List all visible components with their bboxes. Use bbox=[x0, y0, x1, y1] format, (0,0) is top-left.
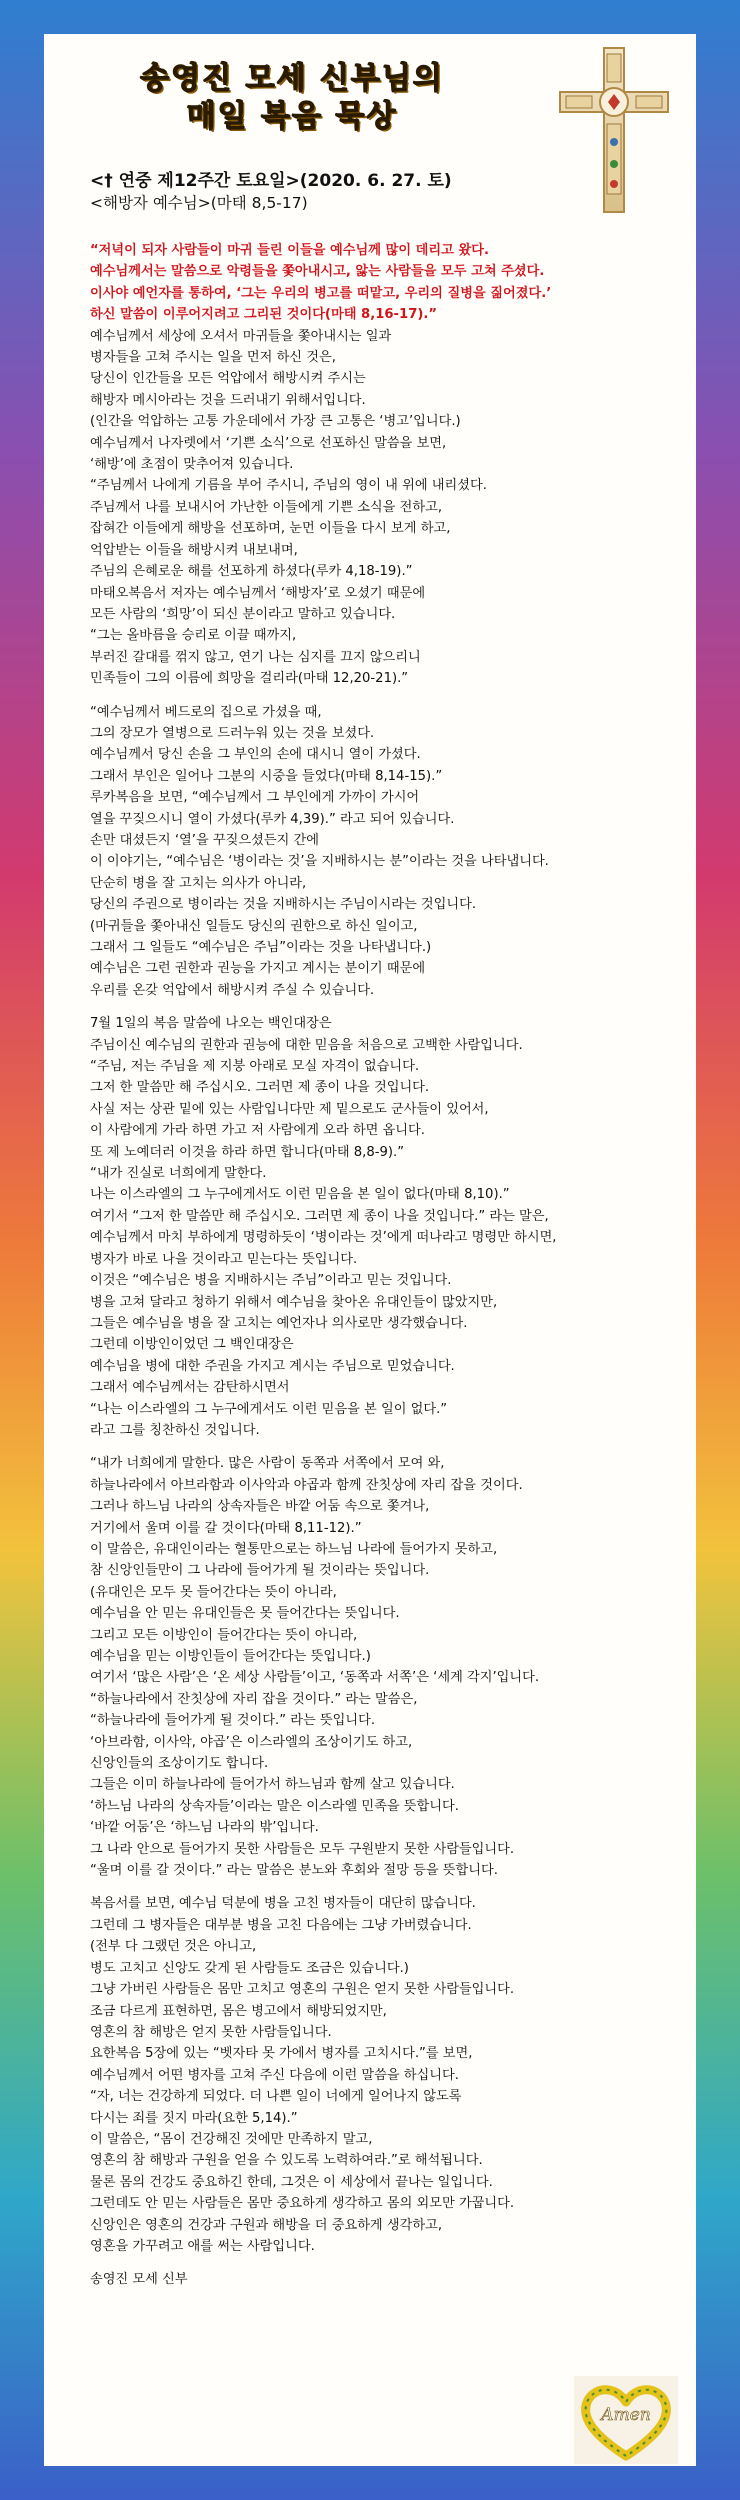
text-line: 다시는 죄를 짓지 마라(요한 5,14).” bbox=[90, 2110, 298, 2126]
text-line: 하늘나라에서 아브라함과 이사악과 야곱과 함께 잔칫상에 자리 잡을 것이다. bbox=[90, 1477, 523, 1493]
text-line: 이 말씀은, “몸이 건강해진 것에만 만족하지 말고, bbox=[90, 2131, 373, 2147]
text-line: ‘해방’에 초점이 맞추어져 있습니다. bbox=[90, 457, 294, 473]
paragraph-4 bbox=[90, 1453, 650, 1881]
text-line: 그러나 하느님 나라의 상속자들은 바깥 어둠 속으로 쫓겨나, bbox=[90, 1499, 430, 1515]
text-line: 루카복음을 보면, “예수님께서 그 부인에게 가까이 가시어 bbox=[90, 790, 420, 806]
text-line: 손만 대셨든지 ‘열’을 꾸짖으셨든지 간에 bbox=[90, 832, 319, 848]
text-line: 병을 고쳐 달라고 청하기 위해서 예수님을 찾아온 유대인들이 많았지만, bbox=[90, 1294, 498, 1310]
text-line: 여기서 ‘많은 사람’은 ‘온 세상 사람들’이고, ‘동쪽과 서쪽’은 ‘세계 각지’입니다. bbox=[90, 1670, 540, 1686]
text-line: 예수님을 믿는 이방인들이 들어간다는 뜻입니다.) bbox=[90, 1649, 371, 1664]
text-line: 병도 고치고 신앙도 갖게 된 사람들도 조금은 있습니다.) bbox=[90, 1960, 409, 1976]
text-line: 신앙인은 영혼의 건강과 구원과 해방을 더 중요하게 생각하고, bbox=[90, 2217, 443, 2233]
text-line: 거기에서 울며 이를 갈 것이다(마태 8,11-12).” bbox=[90, 1520, 362, 1536]
text-line: 라고 그를 칭찬하신 것입니다. bbox=[90, 1422, 260, 1438]
text-line: 그냥 가버린 사람들은 몸만 고치고 영혼의 구원은 얻지 못한 사람들입니다. bbox=[90, 1982, 515, 1998]
amen-heart-icon bbox=[574, 2376, 678, 2464]
text-line: 7월 1일의 복음 말씀에 나오는 백인대장은 bbox=[90, 1016, 332, 1032]
text-line: 예수님을 병에 대한 주권을 가지고 계시는 주님으로 믿었습니다. bbox=[90, 1358, 455, 1374]
text-line: 참 신앙인들만이 그 나라에 들어가게 될 것이라는 뜻입니다. bbox=[90, 1563, 430, 1579]
text-line: “주님께서 나에게 기름을 부어 주시니, 주님의 영이 내 위에 내리셨다. bbox=[90, 478, 487, 494]
amen-label: Amen bbox=[601, 2405, 651, 2425]
text-line: 그런데 이방인이었던 그 백인대장은 bbox=[90, 1337, 294, 1353]
text-line: 영혼의 참 해방과 구원을 얻을 수 있도록 노력하여라.”로 해석됩니다. bbox=[90, 2153, 483, 2169]
text-line: 영혼을 가꾸려고 애를 써는 사람입니다. bbox=[90, 2238, 315, 2254]
text-line: 그런데 그 병자들은 대부분 병을 고친 다음에는 그냥 가버렸습니다. bbox=[90, 1917, 472, 1933]
text-line: 예수님께서 세상에 오셔서 마귀들을 쫓아내시는 일과 bbox=[90, 328, 392, 344]
meditation-body bbox=[90, 240, 650, 2291]
text-line: 예수님께서 어떤 병자를 고쳐 주신 다음에 이런 말씀을 하십니다. bbox=[90, 2067, 459, 2083]
text-line: 그들은 이미 하늘나라에 들어가서 하느님과 함께 살고 있습니다. bbox=[90, 1777, 455, 1793]
text-line: 그래서 부인은 일어나 그분의 시중을 들었다(마태 8,14-15).” bbox=[90, 768, 443, 784]
text-line: 주님이신 예수님의 권한과 권능에 대한 믿음을 처음으로 고백한 사람입니다. bbox=[90, 1037, 523, 1053]
text-line: 우리를 온갖 억압에서 해방시켜 주실 수 있습니다. bbox=[90, 982, 375, 998]
text-line: “울며 이를 갈 것이다.” 라는 말씀은 분노와 후회와 절망 등을 뜻합니다. bbox=[90, 1863, 498, 1879]
text-line: “나는 이스라엘의 그 누구에게서도 이런 믿음을 본 일이 없다.” bbox=[90, 1401, 448, 1417]
text-line: 주님의 은혜로운 해를 선포하게 하셨다(루카 4,18-19).” bbox=[90, 564, 413, 580]
text-line: “하늘나라에 들어가게 될 것이다.” 라는 뜻입니다. bbox=[90, 1713, 376, 1729]
text-line: 요한복음 5장에 있는 “벳자타 못 가에서 병자를 고치시다.”를 보면, bbox=[90, 2046, 473, 2062]
text-line: 사실 저는 상관 밑에 있는 사람입니다만 제 밑으로도 군사들이 있어서, bbox=[90, 1101, 489, 1117]
date-line: <† 연중 제12주간 토요일>(2020. 6. 27. 토) bbox=[90, 171, 452, 191]
text-line: 그리고 모든 이방인이 들어간다는 뜻이 아니라, bbox=[90, 1627, 358, 1643]
text-line: 억압받는 이들을 해방시켜 내보내며, bbox=[90, 542, 298, 558]
text-line: ‘아브라함, 이사악, 야곱’은 이스라엘의 조상이기도 하고, bbox=[90, 1734, 413, 1750]
text-line: 주님께서 나를 보내시어 가난한 이들에게 기쁜 소식을 전하고, bbox=[90, 499, 443, 515]
text-line: 잡혀간 이들에게 해방을 선포하며, 눈먼 이들을 다시 보게 하고, bbox=[90, 521, 451, 537]
text-line: 영혼의 참 해방은 얻지 못한 사람들입니다. bbox=[90, 2024, 332, 2040]
signature: 송영진 모세 신부 bbox=[90, 2272, 188, 2288]
text-line: “주님, 저는 주님을 제 지붕 아래로 모실 자격이 없습니다. bbox=[90, 1059, 420, 1075]
text-line: 당신의 주권으로 병이라는 것을 지배하시는 주님이시라는 것입니다. bbox=[90, 897, 477, 913]
text-line: 예수님께서 나자렛에서 ‘기쁜 소식’으로 선포하신 말씀을 보면, bbox=[90, 435, 447, 451]
text-line: 또 제 노예더러 이것을 하라 하면 합니다(마태 8,8-9).” bbox=[90, 1144, 405, 1160]
quote-line: 하신 말씀이 이루어지려고 그리된 것이다(마태 8,16-17).” bbox=[90, 307, 438, 323]
text-line: 예수님은 그런 권한과 권능을 가지고 계시는 분이기 때문에 bbox=[90, 961, 426, 977]
title-line-2: 매일 복음 묵상 bbox=[186, 99, 398, 134]
text-line: 병자들을 고쳐 주시는 일을 먼저 하신 것은, bbox=[90, 350, 336, 366]
text-line: 예수님께서 당신 손을 그 부인의 손에 대시니 열이 가셨다. bbox=[90, 747, 421, 763]
paragraph-1 bbox=[90, 326, 650, 690]
text-line: 그의 장모가 열병으로 드러누워 있는 것을 보셨다. bbox=[90, 725, 375, 741]
text-line: 나는 이스라엘의 그 누구에게서도 이런 믿음을 본 일이 없다(마태 8,10).” bbox=[90, 1187, 510, 1203]
paragraph-2 bbox=[90, 702, 650, 1002]
quote-line: 이사야 예언자를 통하여, ‘그는 우리의 병고를 떠맡고, 우리의 질병을 짊어졌다.’ bbox=[90, 285, 552, 301]
page-title bbox=[92, 60, 492, 136]
text-line: 그래서 예수님께서는 감탄하시면서 bbox=[90, 1380, 290, 1396]
text-line: (전부 다 그랬던 것은 아니고, bbox=[90, 1939, 257, 1955]
text-line: 모든 사람의 ‘희망’이 되신 분이라고 말하고 있습니다. bbox=[90, 606, 396, 622]
text-line: 민족들이 그의 이름에 희망을 걸리라(마태 12,20-21).” bbox=[90, 671, 409, 687]
text-line: (유대인은 모두 못 들어간다는 뜻이 아니라, bbox=[90, 1584, 337, 1600]
text-line: 조금 다르게 표현하면, 몸은 병고에서 해방되었지만, bbox=[90, 2003, 387, 2019]
text-line: 복음서를 보면, 예수님 덕분에 병을 고친 병자들이 대단히 많습니다. bbox=[90, 1896, 476, 1912]
quote-line: “저녁이 되자 사람들이 마귀 들린 이들을 예수님께 많이 데리고 왔다. bbox=[90, 243, 489, 258]
text-line: 물론 몸의 건강도 중요하긴 한데, 그것은 이 세상에서 끝나는 일입니다. bbox=[90, 2174, 493, 2190]
text-line: “그는 올바름을 승리로 이끌 때까지, bbox=[90, 628, 297, 644]
text-line: ‘바깥 어둠’은 ‘하느님 나라의 밖’입니다. bbox=[90, 1820, 319, 1836]
text-line: 이 말씀은, 유대인이라는 혈통만으로는 하느님 나라에 들어가지 못하고, bbox=[90, 1541, 498, 1557]
text-line: 그래서 그 일들도 “예수님은 주님”이라는 것을 나타냅니다.) bbox=[90, 940, 432, 955]
title-line-1: 송영진 모세 신부님의 bbox=[140, 61, 444, 96]
text-line: “자, 너는 건강하게 되었다. 더 나쁜 일이 너에게 일어나지 않도록 bbox=[90, 2089, 462, 2105]
text-line: 이 이야기는, “예수님은 ‘병이라는 것’을 지배하시는 분”이라는 것을 나타냅니다. bbox=[90, 854, 549, 870]
text-line: “예수님께서 베드로의 집으로 가셨을 때, bbox=[90, 704, 322, 720]
text-line: 신앙인들의 조상이기도 합니다. bbox=[90, 1756, 269, 1772]
text-line: 병자가 바로 나을 것이라고 믿는다는 뜻입니다. bbox=[90, 1251, 358, 1267]
paragraph-5 bbox=[90, 1893, 650, 2257]
text-line: 단순히 병을 잘 고치는 의사가 아니라, bbox=[90, 875, 307, 891]
text-line: (마귀들을 쫓아내신 일들도 당신의 권한으로 하신 일이고, bbox=[90, 918, 418, 934]
text-line: 그런데도 안 믿는 사람들은 몸만 중요하게 생각하고 몸의 외모만 가꿉니다. bbox=[90, 2196, 515, 2212]
text-line: 부러진 갈대를 꺾지 않고, 연기 나는 심지를 끄지 않으리니 bbox=[90, 649, 421, 665]
text-line: 여기서 “그저 한 말씀만 해 주십시오. 그러면 제 종이 나을 것입니다.” 라는 말은, bbox=[90, 1208, 549, 1224]
quote-line: 예수님께서는 말씀으로 악령들을 쫓아내시고, 앓는 사람들을 모두 고쳐 주셨다. bbox=[90, 264, 545, 280]
text-line: 예수님께서 마치 부하에게 명령하듯이 ‘병이라는 것’에게 떠나라고 명령만 하시면, bbox=[90, 1230, 557, 1246]
text-line: 그저 한 말씀만 해 주십시오. 그러면 제 종이 나을 것입니다. bbox=[90, 1080, 430, 1096]
text-line: 그 나라 안으로 들어가지 못한 사람들은 모두 구원받지 못한 사람들입니다. bbox=[90, 1841, 515, 1857]
text-line: ‘하느님 나라의 상속자들’이라는 말은 이스라엘 민족을 뜻합니다. bbox=[90, 1798, 459, 1814]
paragraph-3 bbox=[90, 1013, 650, 1441]
text-line: “내가 진실로 너희에게 말한다. bbox=[90, 1166, 267, 1182]
reading-line: <해방자 예수님>(마태 8,5-17) bbox=[90, 194, 308, 212]
text-line: “내가 너희에게 말한다. 많은 사람이 동쪽과 서쪽에서 모여 와, bbox=[90, 1456, 445, 1472]
text-line: 그들은 예수님을 병을 잘 고치는 예언자나 의사로만 생각했습니다. bbox=[90, 1315, 468, 1331]
text-line: 당신이 인간들을 모든 억압에서 해방시켜 주시는 bbox=[90, 371, 366, 387]
text-line: 이 사람에게 가라 하면 가고 저 사람에게 오라 하면 옵니다. bbox=[90, 1123, 425, 1139]
text-line: 이것은 “예수님은 병을 지배하시는 주님”이라고 믿는 것입니다. bbox=[90, 1273, 452, 1289]
text-line: “하늘나라에서 잔칫상에 자리 잡을 것이다.” 라는 말씀은, bbox=[90, 1691, 418, 1707]
text-line: 해방자 메시아라는 것을 드러내기 위해서입니다. bbox=[90, 392, 366, 408]
reading-header bbox=[90, 170, 650, 214]
text-line: 예수님을 안 믿는 유대인들은 못 들어간다는 뜻입니다. bbox=[90, 1606, 400, 1622]
text-line: (인간을 억압하는 고통 가운데에서 가장 큰 고통은 ‘병고’입니다.) bbox=[90, 414, 461, 430]
scripture-quote bbox=[90, 240, 650, 326]
text-line: 열을 꾸짖으시니 열이 가셨다(루카 4,39).” 라고 되어 있습니다. bbox=[90, 811, 455, 827]
text-line: 마태오복음서 저자는 예수님께서 ‘해방자’로 오셨기 때문에 bbox=[90, 585, 426, 601]
